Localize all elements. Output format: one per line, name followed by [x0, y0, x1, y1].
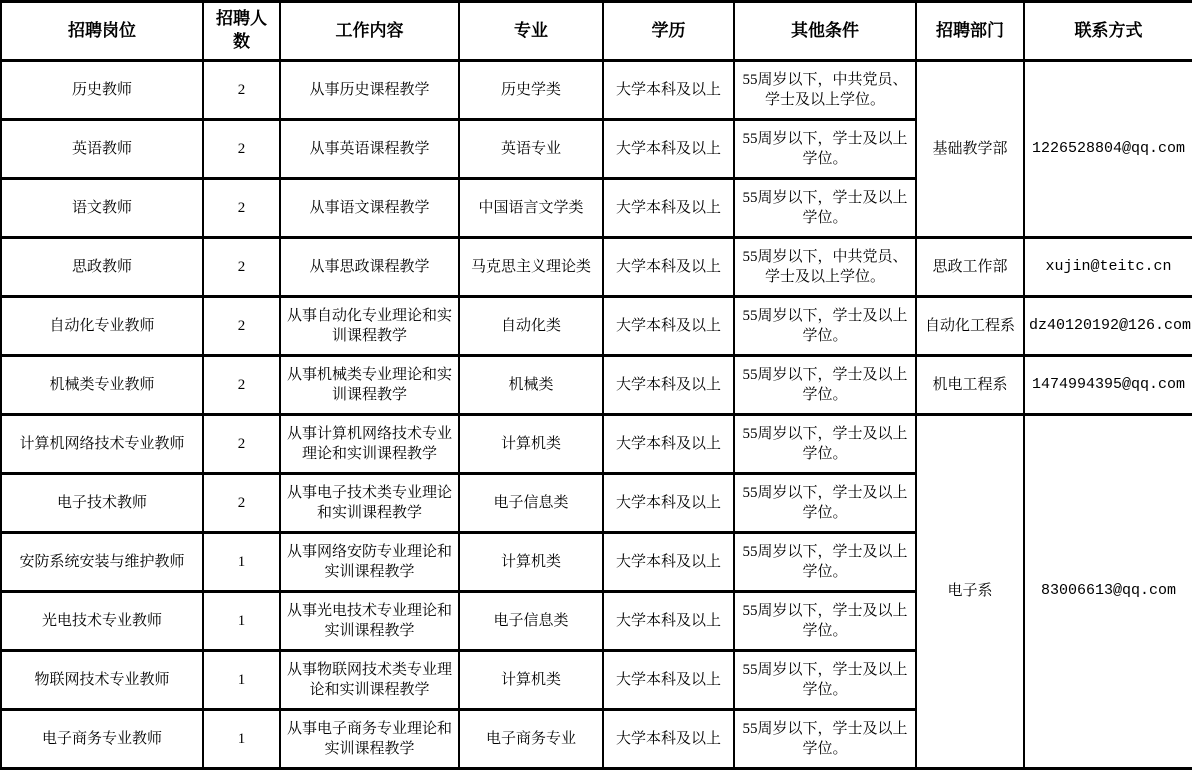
- cell-count: 2: [203, 61, 280, 120]
- cell-education: 大学本科及以上: [603, 120, 734, 179]
- cell-contact: xujin@teitc.cn: [1024, 238, 1192, 297]
- cell-major: 计算机类: [459, 415, 603, 474]
- cell-conditions: 55周岁以下，学士及以上学位。: [734, 415, 916, 474]
- cell-major: 电子信息类: [459, 474, 603, 533]
- cell-position: 历史教师: [1, 61, 203, 120]
- cell-duty: 从事自动化专业理论和实训课程教学: [280, 297, 459, 356]
- table-row: [1, 61, 1192, 120]
- cell-major: 历史学类: [459, 61, 603, 120]
- cell-position: 物联网技术专业教师: [1, 651, 203, 710]
- header-row: [1, 2, 1192, 61]
- header-major: 专业: [459, 2, 603, 61]
- cell-contact: dz40120192@126.com: [1024, 297, 1192, 356]
- table-row: [1, 356, 1192, 415]
- cell-position: 机械类专业教师: [1, 356, 203, 415]
- header-education: 学历: [603, 2, 734, 61]
- cell-position: 自动化专业教师: [1, 297, 203, 356]
- cell-conditions: 55周岁以下，学士及以上学位。: [734, 179, 916, 238]
- cell-contact: 83006613@qq.com: [1024, 415, 1192, 769]
- cell-education: 大学本科及以上: [603, 61, 734, 120]
- cell-position: 电子商务专业教师: [1, 710, 203, 769]
- cell-count: 2: [203, 297, 280, 356]
- cell-department: 思政工作部: [916, 238, 1024, 297]
- cell-education: 大学本科及以上: [603, 592, 734, 651]
- cell-count: 2: [203, 120, 280, 179]
- table-row: [1, 238, 1192, 297]
- header-count: 招聘人数: [203, 2, 280, 61]
- cell-major: 自动化类: [459, 297, 603, 356]
- cell-contact: 1474994395@qq.com: [1024, 356, 1192, 415]
- cell-education: 大学本科及以上: [603, 179, 734, 238]
- cell-position: 电子技术教师: [1, 474, 203, 533]
- header-duty: 工作内容: [280, 2, 459, 61]
- cell-conditions: 55周岁以下，学士及以上学位。: [734, 651, 916, 710]
- header-position: 招聘岗位: [1, 2, 203, 61]
- cell-department: 机电工程系: [916, 356, 1024, 415]
- cell-conditions: 55周岁以下，学士及以上学位。: [734, 710, 916, 769]
- table-row: [1, 297, 1192, 356]
- cell-duty: 从事历史课程教学: [280, 61, 459, 120]
- cell-count: 1: [203, 533, 280, 592]
- cell-count: 2: [203, 238, 280, 297]
- cell-count: 2: [203, 356, 280, 415]
- cell-conditions: 55周岁以下，学士及以上学位。: [734, 474, 916, 533]
- cell-duty: 从事网络安防专业理论和实训课程教学: [280, 533, 459, 592]
- cell-conditions: 55周岁以下，学士及以上学位。: [734, 120, 916, 179]
- cell-education: 大学本科及以上: [603, 297, 734, 356]
- cell-position: 光电技术专业教师: [1, 592, 203, 651]
- table-row: [1, 415, 1192, 474]
- cell-position: 语文教师: [1, 179, 203, 238]
- cell-duty: 从事语文课程教学: [280, 179, 459, 238]
- cell-education: 大学本科及以上: [603, 474, 734, 533]
- cell-education: 大学本科及以上: [603, 710, 734, 769]
- cell-count: 1: [203, 651, 280, 710]
- cell-department: 基础教学部: [916, 61, 1024, 238]
- cell-count: 2: [203, 415, 280, 474]
- cell-major: 计算机类: [459, 533, 603, 592]
- cell-major: 电子信息类: [459, 592, 603, 651]
- table-body: [1, 61, 1192, 769]
- cell-department: 电子系: [916, 415, 1024, 769]
- cell-conditions: 55周岁以下，学士及以上学位。: [734, 297, 916, 356]
- cell-position: 安防系统安装与维护教师: [1, 533, 203, 592]
- cell-position: 思政教师: [1, 238, 203, 297]
- cell-duty: 从事电子技术类专业理论和实训课程教学: [280, 474, 459, 533]
- cell-conditions: 55周岁以下，学士及以上学位。: [734, 592, 916, 651]
- cell-conditions: 55周岁以下，学士及以上学位。: [734, 533, 916, 592]
- cell-duty: 从事思政课程教学: [280, 238, 459, 297]
- cell-major: 英语专业: [459, 120, 603, 179]
- cell-major: 机械类: [459, 356, 603, 415]
- cell-duty: 从事电子商务专业理论和实训课程教学: [280, 710, 459, 769]
- cell-department: 自动化工程系: [916, 297, 1024, 356]
- cell-count: 1: [203, 710, 280, 769]
- cell-major: 计算机类: [459, 651, 603, 710]
- cell-count: 2: [203, 474, 280, 533]
- cell-education: 大学本科及以上: [603, 415, 734, 474]
- cell-duty: 从事英语课程教学: [280, 120, 459, 179]
- cell-position: 英语教师: [1, 120, 203, 179]
- header-department: 招聘部门: [916, 2, 1024, 61]
- cell-position: 计算机网络技术专业教师: [1, 415, 203, 474]
- cell-education: 大学本科及以上: [603, 651, 734, 710]
- cell-count: 2: [203, 179, 280, 238]
- cell-duty: 从事机械类专业理论和实训课程教学: [280, 356, 459, 415]
- cell-major: 中国语言文学类: [459, 179, 603, 238]
- cell-duty: 从事光电技术专业理论和实训课程教学: [280, 592, 459, 651]
- cell-duty: 从事物联网技术类专业理论和实训课程教学: [280, 651, 459, 710]
- cell-duty: 从事计算机网络技术专业理论和实训课程教学: [280, 415, 459, 474]
- cell-conditions: 55周岁以下，学士及以上学位。: [734, 356, 916, 415]
- header-contact: 联系方式: [1024, 2, 1192, 61]
- cell-count: 1: [203, 592, 280, 651]
- cell-major: 电子商务专业: [459, 710, 603, 769]
- cell-conditions: 55周岁以下，中共党员、学士及以上学位。: [734, 61, 916, 120]
- cell-education: 大学本科及以上: [603, 533, 734, 592]
- cell-education: 大学本科及以上: [603, 238, 734, 297]
- header-conditions: 其他条件: [734, 2, 916, 61]
- cell-education: 大学本科及以上: [603, 356, 734, 415]
- cell-major: 马克思主义理论类: [459, 238, 603, 297]
- cell-contact: 1226528804@qq.com: [1024, 61, 1192, 238]
- cell-conditions: 55周岁以下，中共党员、学士及以上学位。: [734, 238, 916, 297]
